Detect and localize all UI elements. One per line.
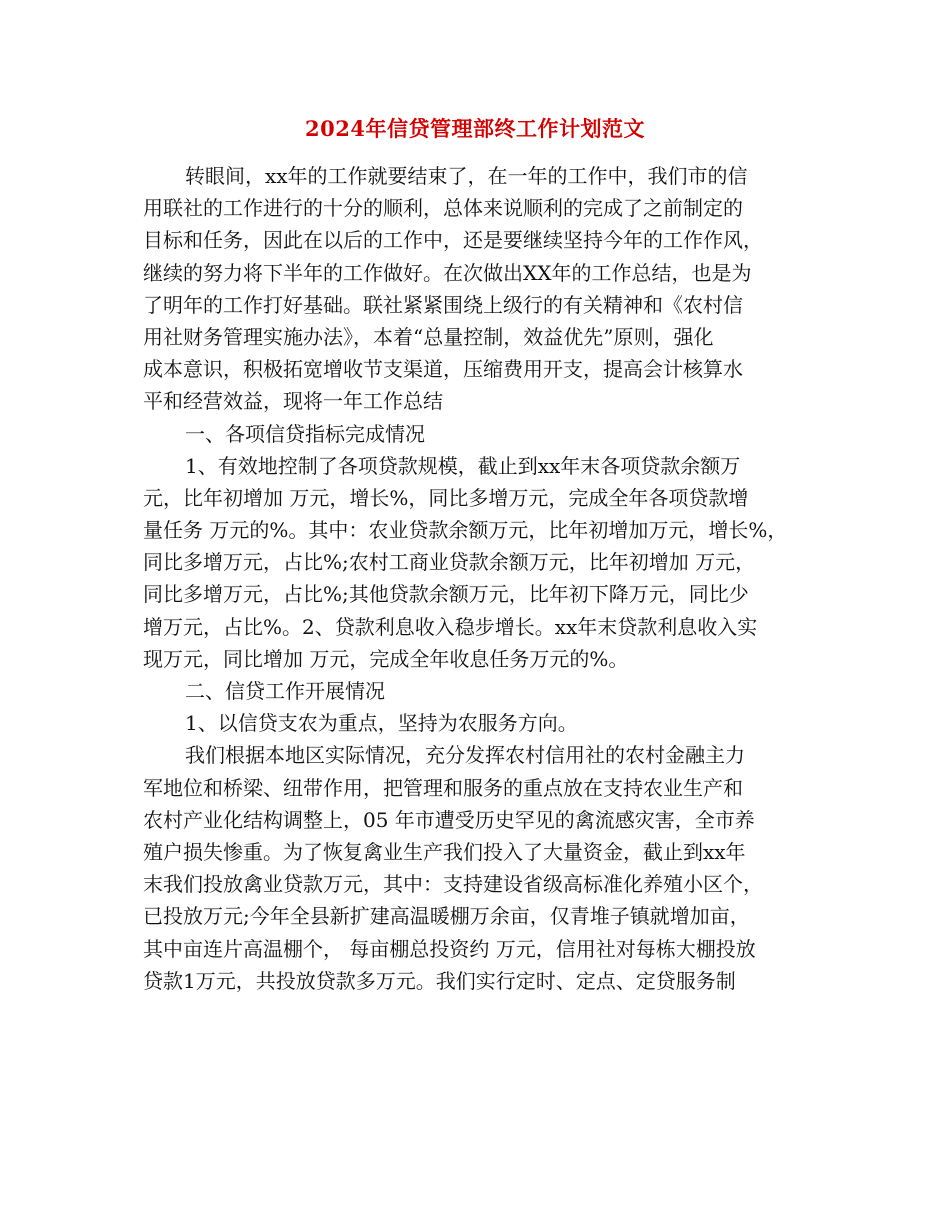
text-line: 1、有效地控制了各项贷款规模，截止到xx年末各项贷款余额万 <box>185 453 741 478</box>
text-line: 1、以信贷支农为重点，坚持为农服务方向。 <box>185 711 578 736</box>
text-line: 增万元，占比%。2、贷款利息收入稳步增长。xx年末贷款利息收入实 <box>143 614 758 639</box>
text-line: 我们根据本地区实际情况，充分发挥农村信用社的农村金融主力 <box>185 743 745 768</box>
text-line: 贷款1万元，共投放贷款多万元。我们实行定时、定点、定贷服务制 <box>143 968 736 993</box>
text-line: 已投放万元;今年全县新扩建高温暖棚万余亩，仅青堆子镇就增加亩， <box>143 904 750 929</box>
text-line: 二、信贷工作开展情况 <box>185 679 385 703</box>
text-line: 军地位和桥梁、纽带作用，把管理和服务的重点放在支持农业生产和 <box>143 775 743 800</box>
text-line: 成本意识，积极拓宽增收节支渠道，压缩费用开支，提高会计核算水 <box>143 357 743 382</box>
text-line: 一、各项信贷指标完成情况 <box>185 421 425 446</box>
text-line: 继续的努力将下半年的工作做好。在次做出XX年的工作总结，也是为 <box>143 260 752 285</box>
document-title: 2024年信贷管理部终工作计划范文 <box>305 116 645 141</box>
text-line: 平和经营效益，现将一年工作总结 <box>143 389 443 414</box>
text-line: 用社财务管理实施办法》，本着“总量控制，效益优先”原则，强化 <box>143 324 714 349</box>
text-line: 用联社的工作进行的十分的顺利，总体来说顺利的完成了之前制定的 <box>143 196 743 221</box>
text-line: 元，比年初增加 万元，增长%，同比多增万元，完成全年各项贷款增 <box>143 485 749 510</box>
text-line: 现万元，同比增加 万元，完成全年收息任务万元的%。 <box>143 646 629 671</box>
text-line: 其中亩连片高温棚个， 每亩棚总投资约 万元，信用社对每栋大棚投放 <box>143 936 756 961</box>
text-line: 量任务 万元的%。其中：农业贷款余额万元，比年初增加万元，增长%， <box>143 518 788 543</box>
document-body <box>143 160 823 997</box>
text-line: 目标和任务，因此在以后的工作中，还是要继续坚持今年的工作作风， <box>143 228 763 253</box>
text-line: 同比多增万元，占比%;其他贷款余额万元，比年初下降万元，同比少 <box>143 582 749 607</box>
text-line: 同比多增万元，占比%;农村工商业贷款余额万元，比年初增加 万元， <box>143 550 756 575</box>
text-line: 转眼间，xx年的工作就要结束了，在一年的工作中，我们市的信 <box>185 164 748 188</box>
text-line: 了明年的工作打好基础。联社紧紧围绕上级行的有关精神和《农村信 <box>143 292 743 317</box>
text-line: 末我们投放禽业贷款万元，其中：支持建设省级高标准化养殖小区个， <box>143 872 763 897</box>
text-line: 殖户损失惨重。为了恢复禽业生产我们投入了大量资金，截止到xx年 <box>143 839 746 864</box>
text-line: 农村产业化结构调整上，05 年市遭受历史罕见的禽流感灾害，全市养 <box>143 807 755 832</box>
